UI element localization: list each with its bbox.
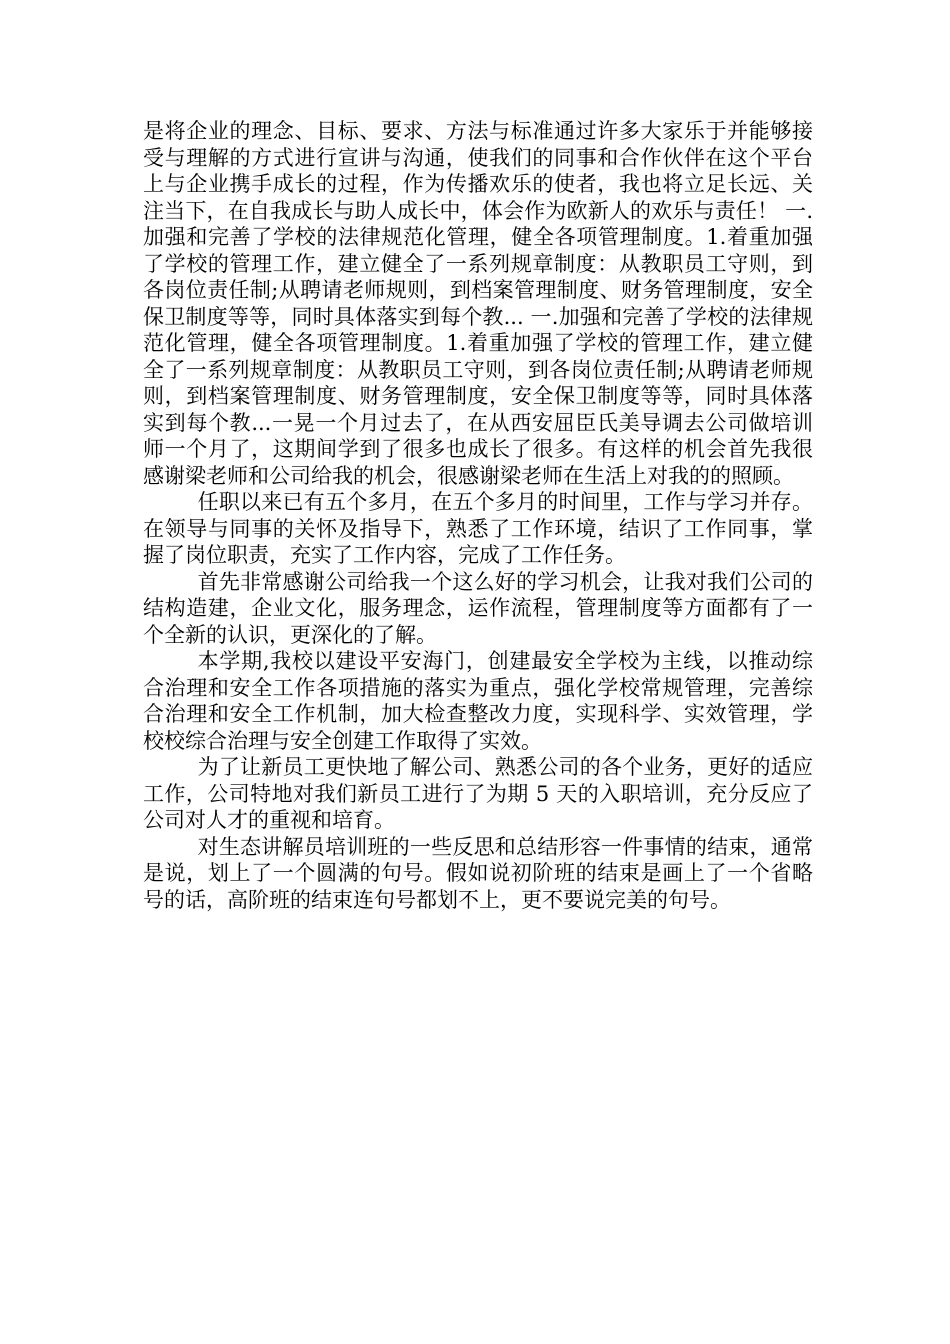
paragraph-5: 为了让新员工更快地了解公司、熟悉公司的各个业务，更好的适应工作，公司特地对我们新员工进行了为期 5 天的入职培训，充分反应了公司对人才的重视和培育。 — [143, 755, 813, 832]
document-body — [143, 118, 813, 913]
paragraph-3: 首先非常感谢公司给我一个这么好的学习机会，让我对我们公司的结构造建，企业文化，服务理念，运作流程，管理制度等方面都有了一个全新的认识，更深化的了解。 — [143, 569, 813, 647]
paragraph-2: 任职以来已有五个多月，在五个多月的时间里，工作与学习并存。在领导与同事的关怀及指导下，熟悉了工作环境，结识了工作同事，掌握了岗位职责，充实了工作内容，完成了工作任务。 — [143, 490, 813, 567]
paragraph-6: 对生态讲解员培训班的一些反思和总结形容一件事情的结束，通常是说，划上了一个圆满的句号。假如说初阶班的结束是画上了一个省略号的话，高阶班的结束连句号都划不上，更不要说完美的句号。 — [143, 834, 813, 912]
paragraph-1: 是将企业的理念、目标、要求、方法与标准通过许多大家乐于并能够接受与理解的方式进行宣讲与沟通，使我们的同事和合作伙伴在这个平台上与企业携手成长的过程，作为传播欢乐的使者，我也将立足长远、关注当下，在自我成长与助人成长中，体会作为欧新人的欢乐与责任！ 一.加强和完善了学校的法律规范化管理，健全各项管理制度。1.着重加强了学校的管理工作，建立健全了一系列规章制度：从教职员工守则，到各岗位责任制;从聘请老师规则，到档案管理制度、财务管理制度，安全保卫制度等等，同时具体落实到每个教... 一.加强和完善了学校的法律规范化管理，健全各项管理制度。1.着重加强了学校的管理工作，建立健全了一系列规章制度：从教职员工守则，到各岗位责任制;从聘请老师规则，到档案管理制度、财务管理制度，安全保卫制度等等，同时具体落实到每个教...一晃一个月过去了，在从西安屈臣氏美导调去公司做培训师一个月了，这期间学到了很多也成长了很多。有这样的机会首先我很感谢梁老师和公司给我的机会，很感谢梁老师在生活上对我的的照顾。 — [143, 119, 813, 488]
paragraph-4: 本学期,我校以建设平安海门，创建最安全学校为主线，以推动综合治理和安全工作各项措施的落实为重点，强化学校常规管理，完善综合治理和安全工作机制，加大检查整改力度，实现科学、实效管理，学校校综合治理与安全创建工作取得了实效。 — [143, 649, 813, 753]
